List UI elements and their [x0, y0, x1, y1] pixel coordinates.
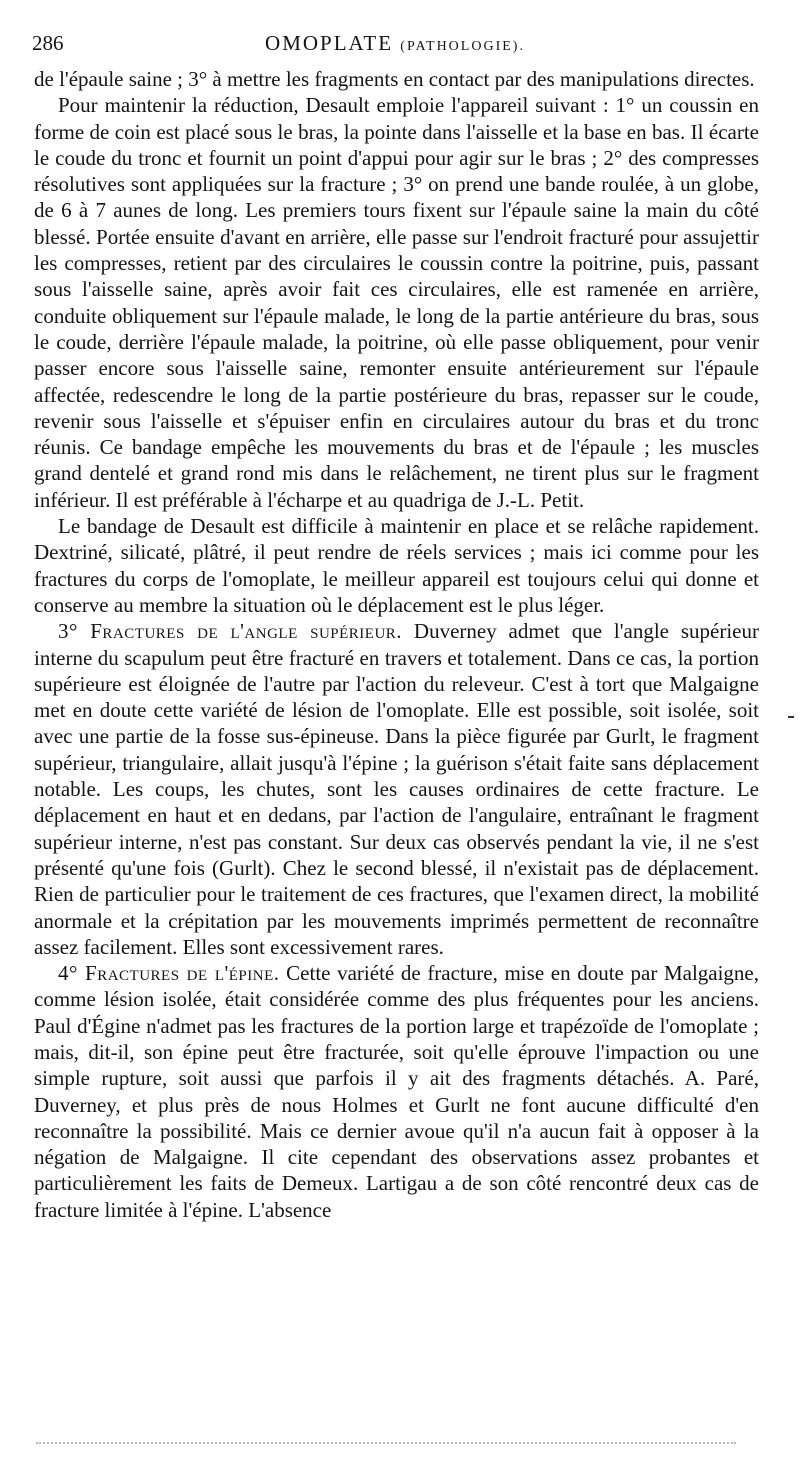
paragraph-text: de l'épaule saine ; 3° à mettre les fragments en contact par des manipulations directes. — [34, 67, 755, 91]
margin-mark — [788, 716, 794, 718]
section-fractures-epine — [34, 960, 759, 1223]
body-text — [34, 66, 759, 1223]
section-heading: 3° Fractures de l'angle supérieur. — [58, 619, 403, 644]
paragraph-text: Le bandage de Desault est difficile à maintenir en place et se relâche rapidement. Dextriné, silicaté, plâtré, il peut rendre de réels services ; mais ici comme pour les fractures du corps de l'omoplate, le meilleur appareil est toujours celui qui donne et conserve au membre la situation où le déplacement est le plus léger. — [34, 514, 759, 617]
page-number: 286 — [32, 31, 64, 55]
paragraph-text: Pour maintenir la réduction, Desault emploie l'appareil suivant : 1° un coussin en forme de coin est placé sous le bras, la pointe dans l'aisselle et la base en bas. Il écarte le coude du tronc et fournit un point d'appui pour agir sur le bras ; 2° des compresses résolutives sont appliquées sur la fracture ; 3° on prend une bande roulée, à un globe, de 6 à 7 aunes de long. Les premiers tours fixent sur l'épaule saine la main du côté blessé. Portée ensuite d'avant en arrière, elle passe sur l'endroit fracturé pour assujettir les compresses, retient par des circulaires le coussin contre la poitrine, puis, passant sous l'aisselle saine, après avoir fait ces circulaires, elle est ramenée en arrière, conduite obliquement sur l'épaule malade, le long de la partie antérieure du bras, sous le coude, derrière l'épaule malade, la poitrine, où elle passe obliquement, pour venir passer encore sous l'aisselle saine, remonter ensuite antérieurement sur l'épaule affectée, redescendre le long de la partie postérieure du bras, repasser sur le coude, revenir sous l'aisselle et s'épuiser enfin en circulaires autour du bras et du tronc réunis. Ce bandage empêche les mouvements du bras et de l'épaule ; les muscles grand dentelé et grand rond mis dans le relâchement, ne tirent plus sur le fragment inférieur. Il est préférable à l'écharpe et au quadriga de J.-L. Petit. — [34, 93, 759, 512]
running-head-title: OMOPLATE — [265, 31, 394, 55]
paragraph-desault-bandage — [34, 92, 759, 513]
section-fractures-angle — [34, 618, 759, 960]
section-heading: 4° Fractures de l'épine. — [58, 961, 280, 986]
page-header — [32, 30, 758, 60]
running-head — [32, 30, 758, 60]
footer-rule — [36, 1442, 736, 1444]
paragraph-text: Cette variété de fracture, mise en doute par Malgaigne, comme lésion isolée, était considérée comme des plus fréquentes pour les anciens. Paul d'Égine n'admet pas les fractures de la portion large et trapézoïde de l'omoplate ; mais, dit-il, son épine peut être fracturée, soit qu'elle éprouve l'impaction ou une simple rupture, soit aussi que parfois il y ait des fragments détachés. A. Paré, Duverney, et plus près de nous Holmes et Gurlt ne font aucune difficulté d'en reconnaître la possibilité. Mais ce dernier avoue qu'il n'a aucun fait à opposer à la négation de Malgaigne. Il cite cependant des observations assez probantes et particulièrement les faits de Demeux. Lartigau a de son côté rencontré deux cas de fracture limitée à l'épine. L'absence — [34, 961, 760, 1222]
paragraph-text: Duverney admet que l'angle supérieur interne du scapulum peut être fracturé en travers et totalement. Dans ce cas, la portion supérieure est éloignée de l'autre par l'action du releveur. C'est à tort que Malgaigne met en doute cette variété de lésion de l'omoplate. Elle est possible, soit isolée, soit avec une partie de la fosse sus-épineuse. Dans la pièce figurée par Gurlt, le fragment supérieur, triangulaire, allait jusqu'à l'épine ; la guérison s'était faite sans déplacement notable. Les coups, les chutes, sont les causes ordinaires de cette fracture. Le déplacement en haut et en dedans, par l'action de l'angulaire, entraînant le fragment supérieur interne, n'est pas constant. Sur deux cas observés pendant la vie, il ne s'est présenté qu'une fois (Gurlt). Chez le second blessé, il n'existait pas de déplacement. Rien de particulier pour le traitement de ces fractures, que l'examen direct, la mobilité anormale et la crépitation par les mouvements imprimés permettent de reconnaître assez facilement. Elles sont excessivement rares. — [34, 619, 759, 959]
paragraph-bandage-limits — [34, 513, 759, 618]
running-head-subtitle: (PATHOLOGIE). — [400, 39, 525, 54]
paragraph-continuation — [34, 66, 759, 92]
